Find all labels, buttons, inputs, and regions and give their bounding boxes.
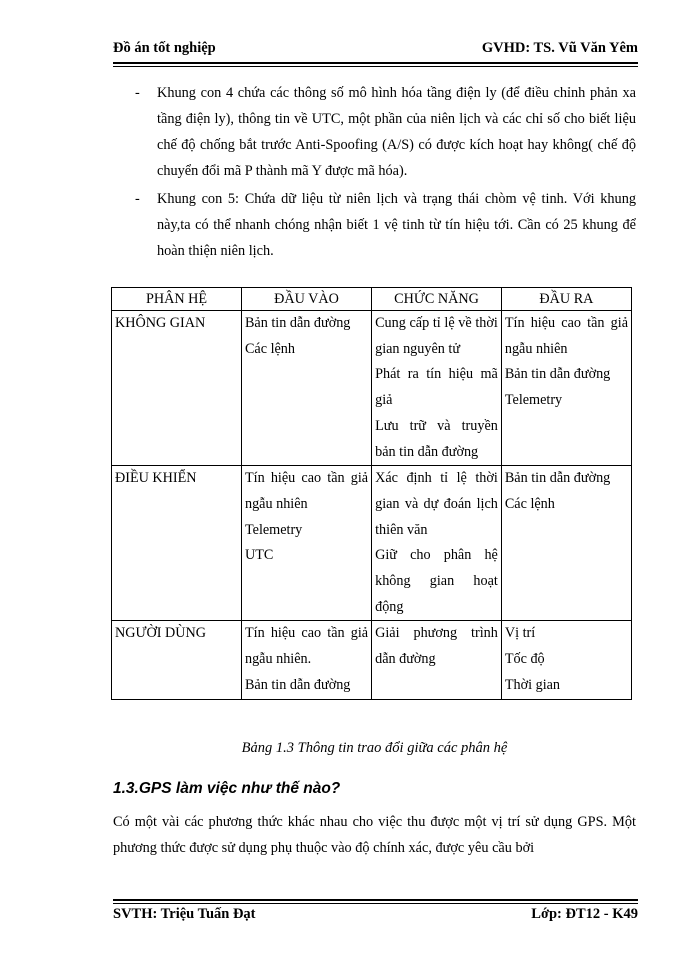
cell-line: Phát ra tín hiệu mã giả — [375, 366, 498, 409]
table-header-row — [112, 288, 632, 311]
cell-line: Các lệnh — [244, 340, 295, 357]
table-cell-outputs — [501, 311, 631, 466]
table-row — [112, 621, 632, 699]
table-cell-inputs — [241, 311, 371, 466]
table-header-cell: ĐẦU VÀO — [241, 288, 371, 311]
table-cell-subsystem: KHÔNG GIAN — [112, 311, 242, 466]
page-footer — [113, 906, 638, 926]
header-rule-thin — [113, 66, 638, 67]
table-row — [112, 466, 632, 621]
table-cell-functions — [372, 311, 502, 466]
cell-line: UTC — [244, 547, 274, 564]
cell-line: Tín hiệu cao tần giả ngẫu nhiên — [244, 470, 369, 512]
bullet-dash: - — [135, 85, 140, 101]
section-heading: 1.3.GPS làm việc như thế nào? — [113, 780, 341, 797]
body-paragraph: Có một vài các phương thức khác nhau cho việc thu được một vị trí sử dụng GPS. Một phương thức được sử dụng phụ thuộc vào độ chính xác, được yêu cầu bởi — [113, 814, 636, 856]
footer-rule-thin — [113, 903, 638, 904]
table-row — [112, 311, 632, 466]
cell-line: Vị trí — [504, 625, 536, 642]
table-cell-functions — [372, 466, 502, 621]
bullet-text: Khung con 4 chứa các thông số mô hình hóa tầng điện ly (để điều chỉnh phản xa tầng điện ly), thông tin về UTC, một phần của niên lịch và các chỉ số cho biết liệu chế độ chống bắt trước Anti-Spoofing (A/S) có được kích hoạt hay không( chế độ chuyển đổi mã P thành mã Y được mã hóa). — [157, 85, 636, 179]
footer-rule — [113, 899, 638, 901]
table-header-cell: CHỨC NĂNG — [372, 288, 502, 311]
table-cell-inputs — [241, 466, 371, 621]
header-advisor: GVHD: TS. Vũ Văn Yêm — [481, 40, 638, 56]
cell-line: Bản tin dẫn đường — [244, 676, 351, 693]
cell-line: Bản tin dẫn đường — [504, 366, 611, 383]
footer-student: SVTH: Triệu Tuấn Đạt — [113, 906, 256, 922]
table-caption: Bảng 1.3 Thông tin trao đổi giữa các phân hệ — [241, 740, 508, 756]
cell-line: Tốc độ — [504, 651, 545, 668]
cell-line: Tín hiệu cao tần giả ngẫu nhiên — [504, 315, 628, 357]
bullet-item — [113, 186, 636, 264]
cell-line: Xác định tỉ lệ thời gian và dự đoán lịch thiên văn — [375, 470, 498, 538]
table-cell-outputs — [501, 466, 631, 621]
cell-line: Giữ cho phân hệ không gian hoạt động — [375, 547, 498, 615]
subsystem-table — [111, 287, 632, 700]
table-header-cell: PHÂN HỆ — [112, 288, 242, 311]
footer-class: Lớp: ĐT12 - K49 — [531, 906, 638, 922]
table-cell-subsystem: ĐIỀU KHIỂN — [112, 466, 242, 621]
table-cell-functions — [372, 621, 502, 699]
cell-line: Bản tin dẫn đường — [504, 470, 611, 487]
bullet-item — [113, 80, 636, 184]
cell-line: Cung cấp tỉ lệ về thời gian nguyên tử — [375, 315, 498, 357]
cell-line: Telemetry — [504, 392, 563, 409]
bullet-list — [113, 80, 636, 266]
bullet-text: Khung con 5: Chứa dữ liệu từ niên lịch và trạng thái chòm vệ tinh. Với khung này,ta có thể nhanh chóng nhận biết 1 vệ tinh từ tín hiệu tới. Cần có 25 khung để hoàn thiện niên lịch. — [157, 191, 636, 259]
table-cell-inputs — [241, 621, 371, 699]
cell-line: Lưu trữ và truyền bản tin dẫn đường — [375, 417, 498, 460]
page-header — [113, 40, 638, 60]
cell-line: Giải phương trình dẫn đường — [375, 625, 498, 668]
cell-line: Tín hiệu cao tần giả ngẫu nhiên. — [244, 625, 369, 668]
table-cell-outputs — [501, 621, 631, 699]
table-header-cell: ĐẦU RA — [501, 288, 631, 311]
cell-line: Các lệnh — [504, 495, 555, 512]
table-cell-subsystem: NGƯỜI DÙNG — [112, 621, 242, 699]
header-title: Đồ án tốt nghiệp — [113, 40, 216, 56]
header-rule — [113, 62, 638, 64]
bullet-dash: - — [135, 191, 140, 207]
cell-line: Bản tin dẫn đường — [244, 315, 351, 331]
cell-line: Telemetry — [244, 521, 303, 538]
cell-line: Thời gian — [504, 676, 561, 693]
